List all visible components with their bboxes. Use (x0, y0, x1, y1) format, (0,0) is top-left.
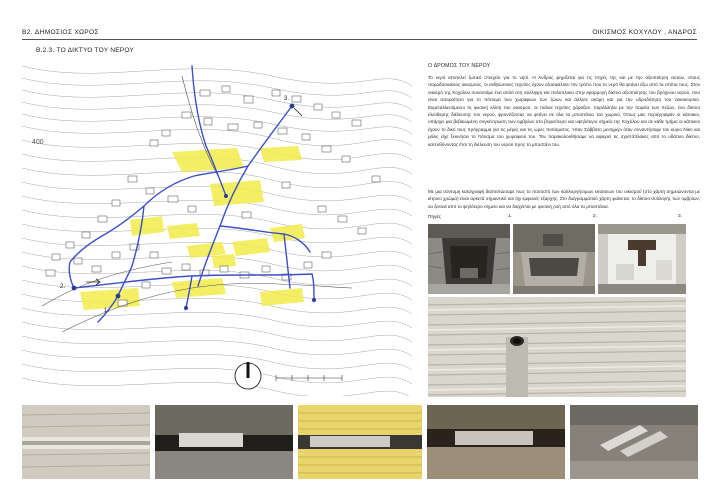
photo-detail-4 (427, 405, 565, 479)
photo-spring-1 (428, 224, 510, 294)
header-bar (0, 29, 715, 41)
header-right-title: ΟΙΚΙΣΜΟΣ ΚΟΧΥΛΟΥ , ΑΝΔΡΟΣ (592, 29, 697, 36)
paragraph-1: Το νερό αποτελεί ζωτικό στοιχείο για το νησί. Η Άνδρος φημίζεται για τις πηγές της και με την αξιοποίηση αυτών, στους παραδοσιακούς οικισμούς, οι ανθρώπινες τεχνίτες έχουν εξασφαλίσει τον τρόπο που το νερό θα φτάνει έξω από τα σπίτια τους. Στον οικισμό της Κοχύλου συναντάμε ένα απλό στη σύλληψη και πολύπλοκο στην εφαρμογή δίκτυο αξιοποίησης του βρόχινου νερού, που είναι απαραίτητο για το πότισμα των χωραφιών των ζώων και άλλοτε ακόμη και για την υδροδότηση του νοικοκυριού. Εκμεταλλευόμενοι τη φυσική κλίση του οικισμού, οι παλιοί τεχνίτες χάραξαν, παράλληλα με την πορεία των πεζών, ένα δίκτυο ελεύθερης διέλευσης του νερού, φροντίζοντας να φτάνει σε όλα τα μποστάνια του χωριού. Όπως μας περιέγραψαν οι κάτοικοι, υπάρχει μια βεβαιωμένη συγκέντρωση των ομβρίων στο βορειότερο και υψηλότερο σημείο της Κοχύλου και σε κάθε τμήμα οι κάτοικοι έχουν το δικό τους πρόγραμμα για τις μέρες και τις ώρες ποτίσματος. Ήταν Σάββατο μεσημέρι όταν συναντήσαμε τον κύριο Νίκο και μόλις είχε ξεκινήσει το πότισμα του χωραφιού του. Τον παρακολουθήσαμε να αφαιρεί τις σχιστόπλακες από το υδάτινο δίκτυο, κατευθύνοντας έτσι τη διέλευση του νερού προς το μποστάνι του. (428, 75, 700, 147)
subtitle-water-path: Ο ΔΡΟΜΟΣ ΤΟΥ ΝΕΡΟΥ (428, 63, 491, 69)
water-network-map (22, 56, 412, 396)
section-title: B.2.3. ΤΟ ΔΙΚΤΥΟ ΤΟΥ ΝΕΡΟΥ (36, 47, 135, 54)
north-arrow-icon (235, 362, 261, 389)
map-point-label-1: 1. (104, 308, 110, 314)
scale-bar (276, 375, 342, 381)
flow-arrows (86, 108, 302, 285)
photos-label: Πηγές (428, 215, 441, 220)
photo-number-3: 3. (678, 214, 683, 219)
header-divider (22, 39, 697, 40)
photo-spring-2 (513, 224, 595, 294)
photo-number-2: 2. (593, 214, 598, 219)
photo-detail-3 (298, 405, 422, 479)
header-left-title: B2. ΔΗΜΟΣΙΟΣ ΧΩΡΟΣ (22, 29, 99, 36)
paragraph-2: Με μια σύντομη καταγραφή διαπιστώσαμε πως το ποσοστό των καλλιεργήσιμων εκτάσεων του οικισμού (στο χάρτη σημειώνονται με κίτρινο χρώμα) είναι αρκετά σημαντικό και όχι εμφανές εξαρχής. Στο διαγραμματικό χάρτη φαίνεται, το δίκτυο συλλογής των ομβρίων, να ξεκινά από το ψηλότερο σημείο και να διαχέεται με φυσική ροή από όλα τα μποστάνια. (428, 189, 700, 209)
photo-stone-wall-pipe (428, 297, 686, 397)
photo-spring-3 (598, 224, 686, 294)
photo-detail-2 (155, 405, 293, 479)
photo-detail-5 (570, 405, 698, 479)
contour-label-400: 400 (32, 139, 44, 146)
photo-detail-1 (22, 405, 150, 479)
photo-number-1: 1. (508, 214, 513, 219)
map-point-label-3: 3. (284, 96, 290, 102)
map-point-label-2: 2. (60, 284, 66, 290)
contour-lines (22, 66, 412, 396)
